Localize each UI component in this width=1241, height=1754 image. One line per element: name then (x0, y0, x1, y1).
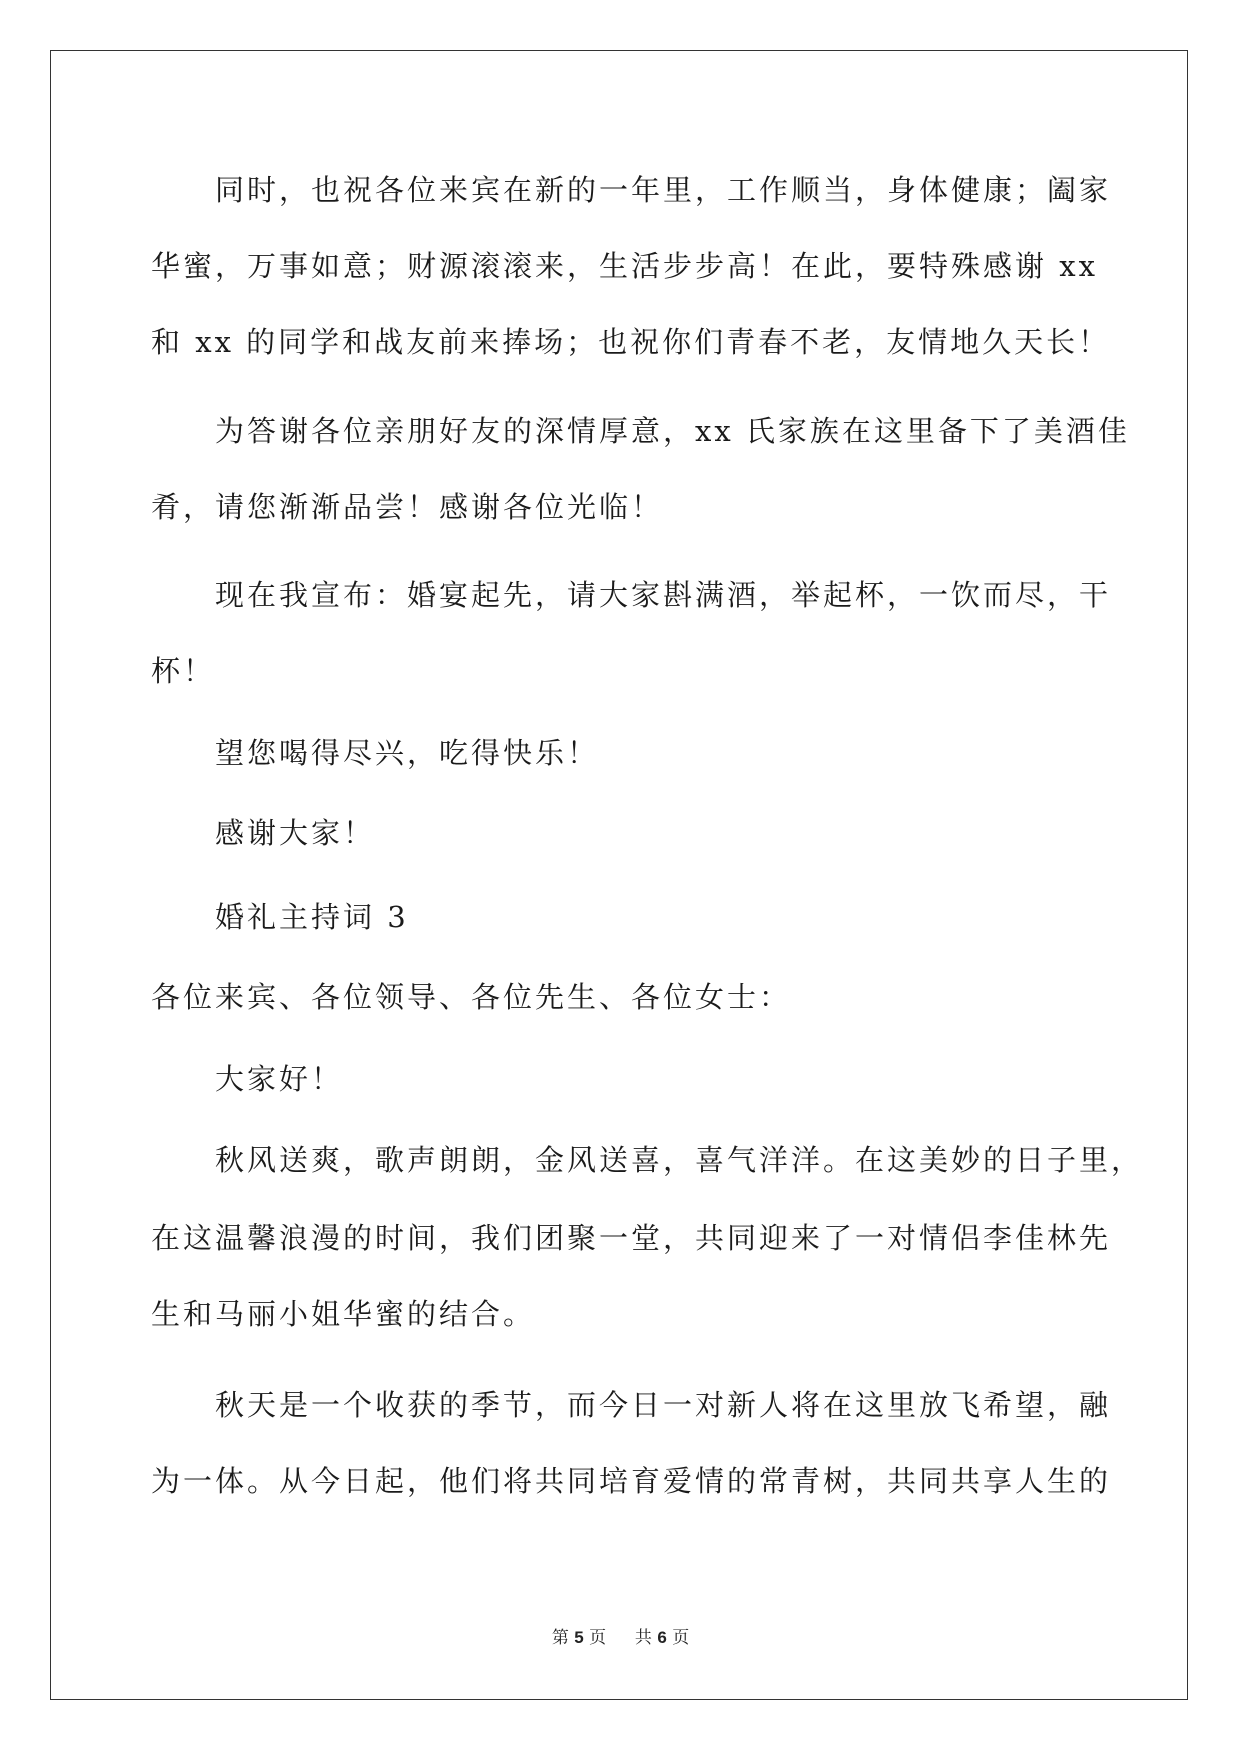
paragraph-line: 现在我宣布：婚宴起先，请大家斟满酒，举起杯，一饮而尽，干 (215, 578, 1112, 612)
paragraph-line: 华蜜，万事如意；财源滚滚来，生活步步高！在此，要特殊感谢 xx (151, 249, 1098, 283)
page-border (50, 50, 1188, 1700)
total-suffix: 页 (672, 1628, 690, 1648)
page-total (635, 1628, 689, 1648)
paragraph-line: 秋风送爽，歌声朗朗，金风送喜，喜气洋洋。在这美妙的日子里， (215, 1143, 1144, 1177)
salutation-line: 各位来宾、各位领导、各位先生、各位女士： (151, 980, 792, 1014)
page-current: 5 (574, 1628, 584, 1647)
paragraph-line: 秋天是一个收获的季节，而今日一对新人将在这里放飞希望，融 (215, 1388, 1112, 1422)
paragraph-line: 生和马丽小姐华蜜的结合。 (151, 1297, 536, 1331)
total-prefix: 共 (634, 1628, 652, 1648)
paragraph-line: 同时，也祝各位来宾在新的一年里，工作顺当，身体健康；阖家 (215, 173, 1112, 207)
paragraph-line: 在这温馨浪漫的时间，我们团聚一堂，共同迎来了一对情侣李佳林先 (151, 1221, 1112, 1255)
page-number (552, 1628, 612, 1648)
paragraph-line: 望您喝得尽兴，吃得快乐！ (215, 736, 600, 770)
section-heading: 婚礼主持词 3 (215, 900, 409, 934)
total-count: 6 (657, 1628, 667, 1647)
paragraph-line: 为一体。从今日起，他们将共同培育爱情的常青树，共同共享人生的 (151, 1464, 1112, 1498)
paragraph-line: 感谢大家！ (215, 816, 376, 850)
paragraph-line: 和 xx 的同学和战友前来捧场；也祝你们青春不老，友情地久天长！ (151, 325, 1111, 359)
paragraph-line: 肴，请您渐渐品尝！感谢各位光临！ (151, 490, 664, 524)
page-footer (0, 1623, 1241, 1648)
paragraph-line: 杯！ (151, 654, 216, 688)
page-prefix: 第 (551, 1628, 569, 1648)
paragraph-line: 为答谢各位亲朋好友的深情厚意，xx 氏家族在这里备下了美酒佳 (215, 414, 1130, 448)
greeting-line: 大家好！ (215, 1062, 344, 1096)
page-suffix: 页 (589, 1628, 607, 1648)
